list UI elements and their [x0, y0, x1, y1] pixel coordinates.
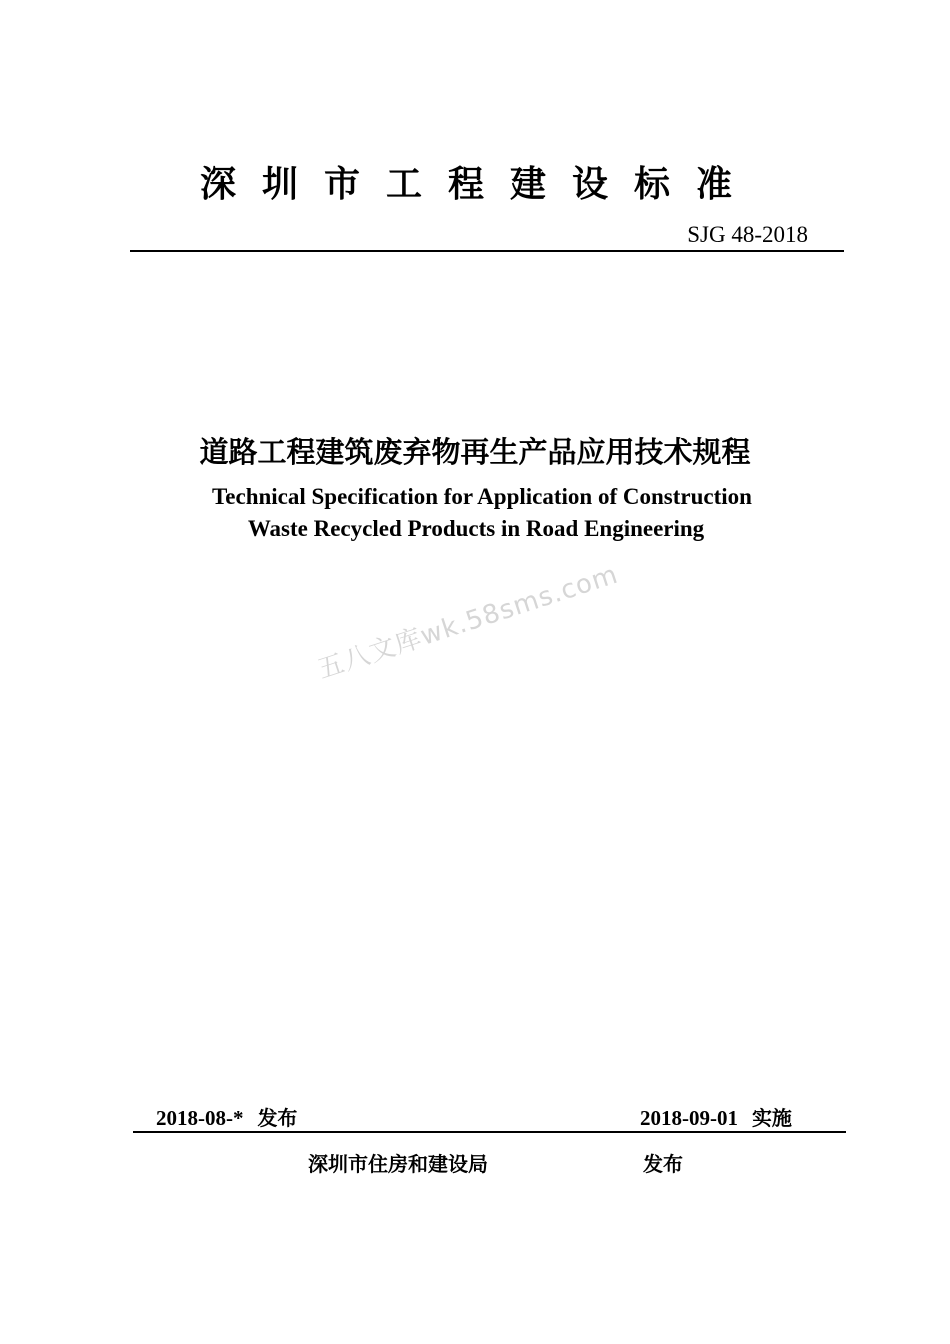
issue-date: 2018-08-* [156, 1106, 244, 1130]
document-title-en-line1: Technical Specification for Application of Construction [212, 484, 752, 509]
watermark-text: 五八文库wk.58sms.com [314, 559, 622, 686]
issue-label: 发布 [257, 1106, 298, 1130]
standard-series-title: 深圳市工程建设标准 [200, 164, 759, 205]
footer-divider [133, 1131, 846, 1133]
effective-label: 实施 [751, 1106, 792, 1130]
publisher-name: 深圳市住房和建设局 [308, 1152, 488, 1176]
effective-date: 2018-09-01 [640, 1106, 738, 1130]
issue-date-line [156, 1104, 297, 1132]
document-title-cn: 道路工程建筑废弃物再生产品应用技术规程 [199, 435, 751, 469]
header-divider [130, 250, 844, 252]
standard-code: SJG 48-2018 [687, 222, 808, 247]
document-title-en-line2: Waste Recycled Products in Road Engineering [247, 516, 705, 541]
publish-label: 发布 [643, 1152, 683, 1176]
effective-date-line [640, 1104, 792, 1132]
